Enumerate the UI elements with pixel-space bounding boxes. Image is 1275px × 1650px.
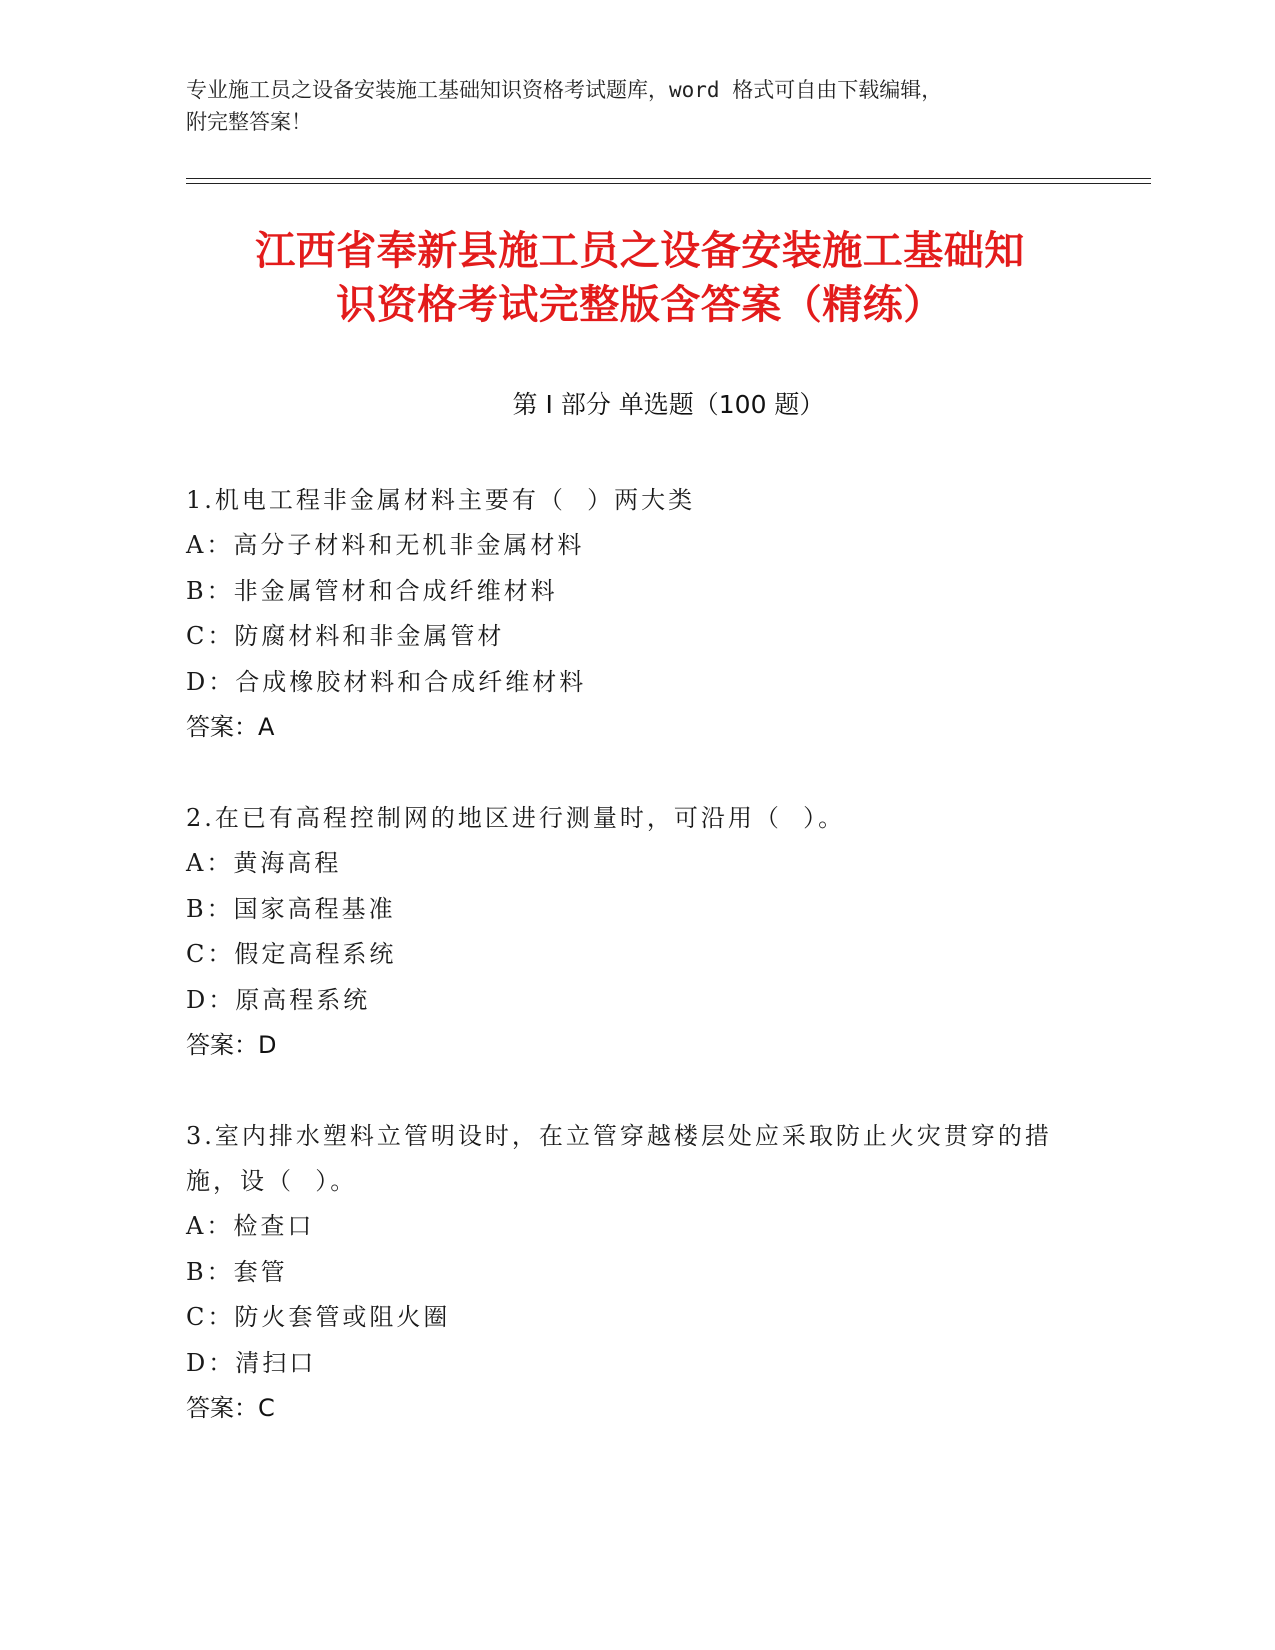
header-note [186,74,1086,138]
question-stem: 2.在已有高程控制网的地区进行测量时，可沿用（ ）。 [186,804,846,832]
question-stem: 3.室内排水塑料立管明设时，在立管穿越楼层处应采取防止火灾贯穿的措施，设（ ）。 [186,1122,1052,1195]
option-c: C：防腐材料和非金属管材 [186,622,505,650]
question-stem: 1.机电工程非金属材料主要有（ ）两大类 [186,486,696,514]
option-a: A：检查口 [186,1212,315,1240]
header-divider-top [186,178,1151,179]
answer-line: 答案：A [186,713,275,741]
question-2 [186,796,1066,1068]
option-c: C：假定高程系统 [186,940,397,968]
document-title-line-1: 江西省奉新县施工员之设备安装施工基础知 [255,228,1025,274]
question-1 [186,478,1066,750]
document-title-line-2: 识资格考试完整版含答案（精练） [336,282,944,328]
option-b: B：非金属管材和合成纤维材料 [186,576,558,605]
option-d: D：合成橡胶材料和合成纤维材料 [186,667,587,696]
option-b: B：国家高程基准 [186,894,396,923]
option-d: D：清扫口 [186,1348,317,1377]
option-d: D：原高程系统 [186,985,371,1014]
option-a: A：黄海高程 [186,849,342,877]
answer-line: 答案：D [186,1031,277,1059]
header-divider-bottom [186,183,1151,184]
header-note-line-1: 专业施工员之设备安装施工基础知识资格考试题库，word 格式可自由下载编辑， [186,78,943,102]
answer-line: 答案：C [186,1394,275,1422]
option-a: A：高分子材料和无机非金属材料 [186,531,585,559]
question-list [186,478,1066,1477]
header-note-line-2: 附完整答案！ [186,110,312,134]
option-c: C：防火套管或阻火圈 [186,1303,451,1331]
document-title [180,224,1100,332]
question-3 [186,1114,1066,1431]
section-heading: 第 I 部分 单选题（100 题） [512,390,825,419]
option-b: B：套管 [186,1257,288,1286]
